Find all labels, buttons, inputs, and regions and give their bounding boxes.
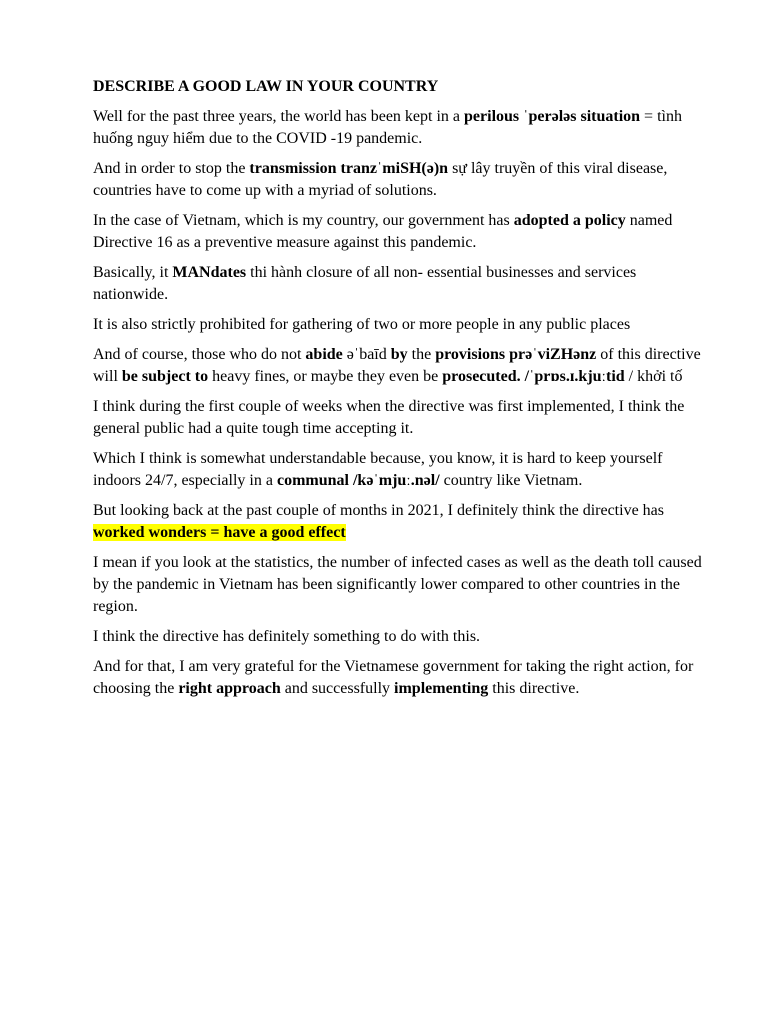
text-run: I think during the first couple of weeks when the directive was first implemented, I think the general public had a quite tough time accepting it. (93, 398, 685, 437)
text-run: the (407, 346, 436, 363)
paragraph (93, 448, 703, 492)
text-run: But looking back at the past couple of months in 2021, I definitely think the directive has (93, 502, 664, 519)
paragraph (93, 106, 703, 150)
text-run: And in order to stop the (93, 160, 250, 177)
bold-term: implementing (394, 680, 489, 697)
paragraph (93, 262, 703, 306)
text-run: of this directive will (93, 346, 701, 385)
bold-term: prosecuted. /ˈprɒs.ɪ.kjuːtid (442, 368, 625, 385)
bold-term: MANdates (172, 264, 247, 281)
document-page (93, 76, 703, 708)
text-run: and successfully (280, 680, 395, 697)
text-run: Basically, it (93, 264, 173, 281)
text-run: I think the directive has definitely something to do with this. (93, 628, 481, 645)
paragraph (93, 552, 703, 618)
text-run: thi hành closure of all non- essential businesses and services nationwide. (93, 264, 637, 303)
bold-term: adopted a policy (513, 212, 626, 229)
bold-term: ˈperələs (519, 108, 581, 125)
paragraph (93, 626, 703, 648)
bold-term: right approach (178, 680, 281, 697)
paragraph (93, 158, 703, 202)
text-run: əˈbaīd (342, 346, 391, 363)
text-run: I mean if you look at the statistics, the number of infected cases as well as the death toll caused by the pandemic in Vietnam has been significantly lower compared to other countries in the region. (93, 554, 702, 615)
text-run: Well for the past three years, the world has been kept in a (93, 108, 465, 125)
text-run: country like Vietnam. (439, 472, 583, 489)
highlighted-text: worked wonders = have a good effect (93, 524, 346, 541)
bold-term: be subject to (121, 368, 209, 385)
paragraph (93, 344, 703, 388)
text-run: heavy fines, or maybe they even be (208, 368, 443, 385)
text-run: = tình huống nguy hiểm due to the COVID -19 pandemic. (93, 108, 682, 147)
bold-term: abide (305, 346, 343, 363)
bold-term: transmission tranzˈmiSH(ə)n (249, 160, 449, 177)
text-run: this directive. (488, 680, 580, 697)
text-run: In the case of Vietnam, which is my country, our government has (93, 212, 514, 229)
text-run: And for that, I am very grateful for the Vietnamese government for taking the right action, for choosing the (93, 658, 694, 697)
paragraph (93, 500, 703, 544)
text-run: named Directive 16 as a preventive measure against this pandemic. (93, 212, 673, 251)
bold-term: communal /kəˈmjuː.nəl/ (276, 472, 440, 489)
bold-term: provisions prəˈviZHənz (435, 346, 597, 363)
paragraph (93, 210, 703, 254)
text-run: And of course, those who do not (93, 346, 306, 363)
text-run: It is also strictly prohibited for gathering of two or more people in any public places (93, 316, 631, 333)
bold-term: by (390, 346, 408, 363)
text-run: Which I think is somewhat understandable because, you know, it is hard to keep yourself indoors 24/7, especially in a (93, 450, 663, 489)
bold-term: situation (580, 108, 641, 125)
paragraph (93, 314, 703, 336)
text-run: sự lây truyền of this viral disease, countries have to come up with a myriad of solutions. (93, 160, 668, 199)
text-run: / khởi tố (624, 368, 683, 385)
paragraph (93, 656, 703, 700)
document-title: DESCRIBE A GOOD LAW IN YOUR COUNTRY (93, 78, 439, 95)
paragraph (93, 396, 703, 440)
bold-term: perilous (464, 108, 520, 125)
document-body (93, 106, 703, 700)
